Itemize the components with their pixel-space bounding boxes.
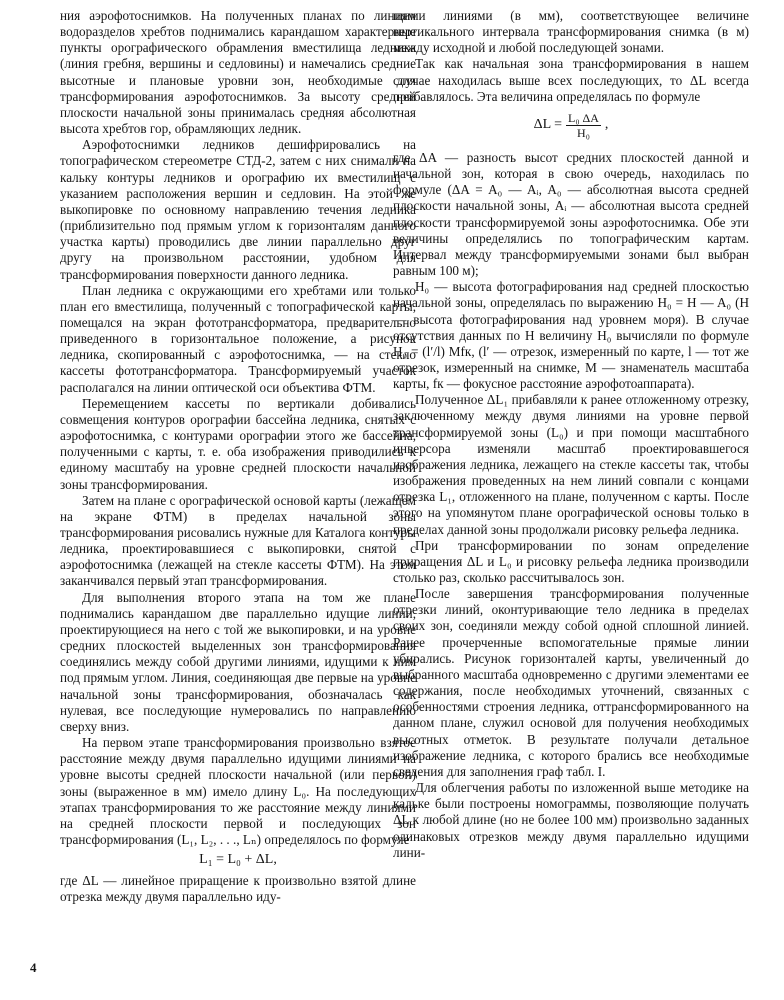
- page-number: 4: [30, 960, 37, 975]
- fraction-denominator: H₀: [577, 125, 590, 140]
- paragraph: Так как начальная зона трансформирования в нашем случае находилась выше всех последующих, то ΔL всегда прибавлялось. Эта величина определялась по формуле: [393, 56, 749, 104]
- paragraph: H₀ — высота фотографирования над средней плоскостью начальной зоны, определялась по выражению H₀ = H — A₀ (H — высота фотографирования над уровнем моря). В случае отсутствия данных по H величину H₀ вычисляли по формуле H₀ = (l′/l) Mfк, (l′ — отрезок, измеренный по карте, l — тот же отрезок, измеренный на снимке, M — знаменатель масштаба карты, fк — фокусное расстояние аэрофотоаппарата).: [393, 279, 749, 392]
- paragraph: Аэрофотоснимки ледников дешифрировались на топографическом стереометре СТД-2, затем с них снимали на кальку контуры ледников и орографию их вместилищ с указанием расположения вершин и седловин. На этой же выкопировке по основному направлению течения ледника (приблизительно под прямым углом к горизонталям данного участка карты) проводились две линии параллельно друг другу на произвольном расстоянии, удобном для трансформирования поверхности данного ледника.: [60, 137, 416, 282]
- formula-fraction: [566, 111, 601, 140]
- formula-tail: ,: [604, 117, 609, 133]
- formula-lhs: ΔL =: [533, 117, 563, 133]
- paragraph: где ΔL — линейное приращение к произвольно взятой длине отрезка между двумя параллельно иду-: [60, 873, 416, 905]
- paragraph: После завершения трансформирования полученные отрезки линий, оконтуривающие тело ледника в пределах своих зон, соединяли между собой одной сплошной линией. Ранее прочерченные вспомогательные прямые линии убирались. Рисунок горизонталей карты, увеличенный до выбранного масштаба одновременно с другими элементами ее содержания, после необходимых уточнений, связанных с особенностями строения ледника, оттрансформированного на данном плане, служил основой для получения необходимых высотных отметок. В результате получали детальное изображение ледника, с которого брались все необходимые сведения для заполнения граф табл. I.: [393, 586, 749, 779]
- paragraph: План ледника с окружающими его хребтами или только план его вместилища, полученный с топографической карты, помещался на экран фототрансформатора, предварительно приведенного в горизонтальное положение, а рисунок ледника, скопированный с аэрофотоснимка, — на стекло кассеты фототрансформатора. Трансформируемый участок располагался на линии оптической оси объектива ФТМ.: [60, 282, 416, 395]
- paragraph: При трансформировании по зонам определение приращения ΔL и L₀ и рисовку рельефа ледника производили столько раз, сколько рассчитывалось зон.: [393, 537, 749, 585]
- left-column: [60, 8, 416, 905]
- paragraph: На первом этапе трансформирования произвольно взятое расстояние между двумя параллельно идущими линиями на уровне высоты средней плоскости начальной (или первой) зоны (выраженное в мм) имело длину L₀. На последующих этапах трансформирования то же расстояние между линиями на средней плоскости первой и последующих зон трансформирования (L₁, L₂, . . ., Lₙ) определялось по формуле: [60, 735, 416, 847]
- paragraph: Для выполнения второго этапа на том же плане поднимались карандашом две параллельно идущие линии, проектирующиеся на него с той же выкопировки, и на уровне средних плоскостей выделенных зон трансформирования соединялись между собой другими линиями, идущими к ним под прямым углом. Линия, соединяющая две первые на уровне начальной зоны трансформирования, обозначалась как нулевая, все последующие нумеровались по направлению сверху вниз.: [60, 589, 416, 734]
- right-column: [393, 8, 749, 861]
- paragraph: где ΔA — разность высот средних плоскостей данной и начальной зон, которая в свою очередь, находилась по формуле (ΔA = A₀ — Aᵢ, A₀ — абсолютная высота средней плоскости начальной зоны, Aᵢ — абсолютная высота средней плоскости трансформируемой зоны аэрофотоснимка. Обе эти величины определялись по топографическим картам. Интервал между трансформируемыми зонами был выбран равным 100 м);: [393, 149, 749, 279]
- formula-delta-l: [393, 111, 749, 140]
- formula-l1: L₁ = L₀ + ΔL,: [199, 852, 277, 868]
- paragraph: Перемещением кассеты по вертикали добивались совмещения контуров орографии бассейна ледника, снятых с аэрофотоснимка, с контурами орографии этого же бассейна, полученными с карты, т. е. оба изображения приводились к единому масштабу на уровне средней плоскости начальной зоны трансформирования.: [60, 395, 416, 492]
- paragraph: ния аэрофотоснимков. На полученных планах по линиям водоразделов хребтов поднимались карандашом характерные пункты орографического обрамления вместилища ледника (линия гребня, вершины и седловины) и намечались средние высотные и плановые уровни зон, необходимые для трансформирования аэрофотоснимков. За высоту средней плоскости начальной зоны принималась средняя абсолютная высота хребтов гор, обрамляющих ледник.: [60, 8, 416, 137]
- paragraph: Для облегчения работы по изложенной выше методике на кальке были построены номограммы, позволяющие получать ΔL к любой длине (но не более 100 мм) произвольно заданных одинаковых отрезков между двумя параллельно идущими лини-: [393, 780, 749, 860]
- paragraph: Затем на плане с орографической основой карты (лежащем на экране ФТМ) в пределах начальной зоны трансформирования рисовались нужные для Каталога контуры ледника, проектировавшиеся с выкопировки, снятой с аэрофотоснимка (лежащей на стекле кассеты ФТМ). На этом заканчивался первый этап трансформирования.: [60, 492, 416, 589]
- paragraph: Полученное ΔL₁ прибавляли к ранее отложенному отрезку, заключенному между двумя линиями на уровне первой трансформируемой зоны (L₀) и при помощи масштабного инверсора изменяли масштаб проектировавшегося изображения ледника, лежащего на стекле кассеты так, чтобы изображения проведенных на нем линий совпали с концами отрезка L₁, отложенного на плане, полученном с карты. После этого на упомянутом плане орографической основы только в пределах данной зоны продолжали рисовку рельефа ледника.: [393, 392, 749, 537]
- fraction-numerator: L₀ ΔA: [568, 110, 599, 125]
- paragraph: щими линиями (в мм), соответствующее величине вертикального интервала трансформирования снимка (в м) между исходной и любой последующей зонами.: [393, 8, 749, 56]
